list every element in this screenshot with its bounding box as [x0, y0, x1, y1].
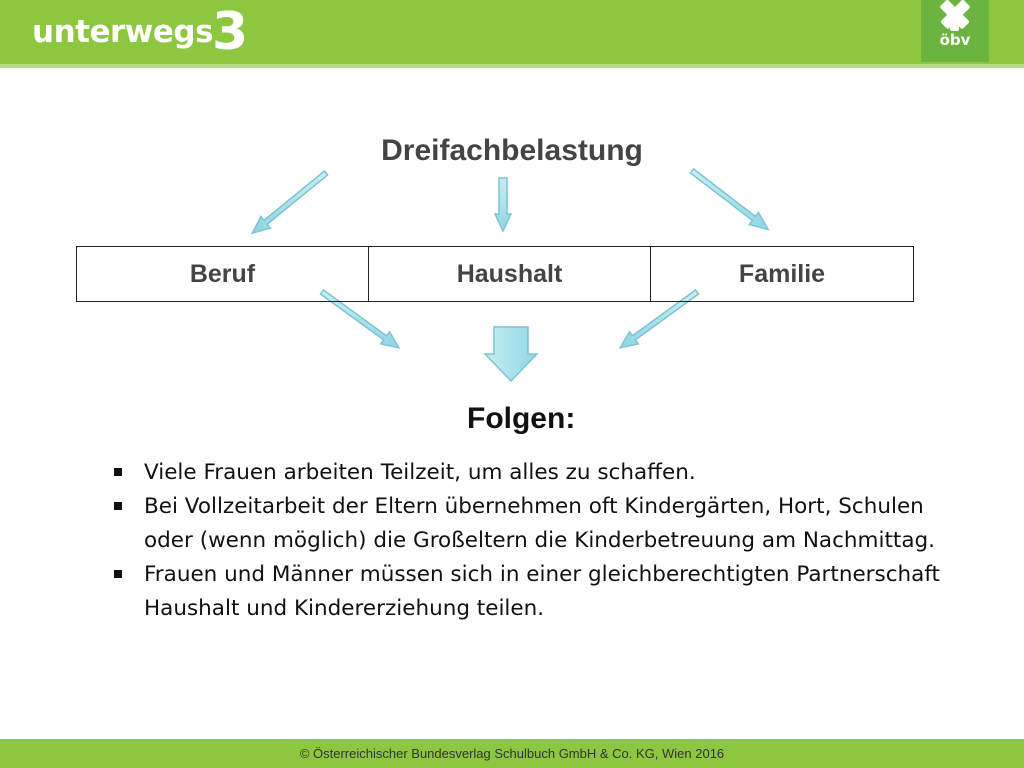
- brand-name: unterwegs: [32, 14, 214, 50]
- logo-label: öbv: [939, 31, 971, 49]
- list-item: [113, 490, 963, 558]
- list-item-text: Bei Vollzeitarbeit der Eltern übernehmen oft Kindergärten, Hort, Schulen oder (wenn möglich) die Großeltern die Kinderbetreuung am Nachmittag.: [144, 494, 935, 553]
- list-item: [113, 558, 963, 626]
- list-item: [113, 456, 963, 490]
- bullet-square-icon: [114, 468, 122, 476]
- category-cell-familie: Familie: [650, 247, 913, 301]
- categories-table: [76, 246, 914, 302]
- list-item-text: Viele Frauen arbeiten Teilzeit, um alles zu schaffen.: [144, 460, 696, 485]
- diagram-title: Dreifachbelastung: [381, 134, 643, 167]
- arrow-down-to-folgen: [485, 327, 537, 381]
- consequences-heading: Folgen:: [467, 402, 576, 435]
- footer-copyright: © Österreichischer Bundesverlag Schulbuch GmbH & Co. KG, Wien 2016: [0, 739, 1024, 768]
- list-item-text: Frauen und Männer müssen sich in einer gleichberechtigten Partnerschaft Haushalt und Kindererziehung teilen.: [144, 562, 940, 621]
- arrow-to-haushalt: [495, 178, 511, 231]
- arrow-to-familie: [687, 165, 772, 235]
- brand-number: 3: [212, 2, 249, 62]
- category-cell-haushalt: Haushalt: [368, 247, 650, 301]
- consequences-list: [113, 456, 963, 626]
- bullet-square-icon: [114, 570, 122, 578]
- category-cell-beruf: Beruf: [189, 259, 256, 288]
- arrow-to-beruf: [248, 167, 331, 239]
- bullet-square-icon: [114, 502, 122, 510]
